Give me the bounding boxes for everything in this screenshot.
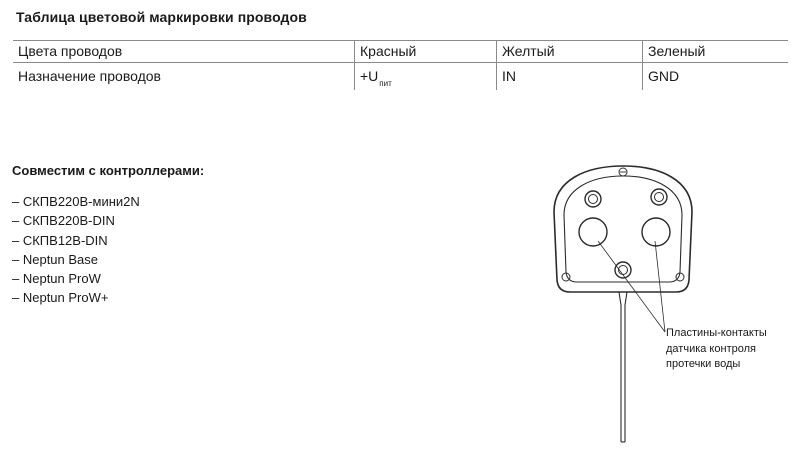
table-middle-rule <box>13 62 788 63</box>
list-item: – СКПВ220В-DIN <box>12 213 115 229</box>
list-item: – СКПВ220В-мини2N <box>12 194 140 209</box>
list-item: – Neptun Base <box>12 251 99 267</box>
sensor-cable <box>619 292 627 442</box>
contact-plates-callout <box>666 326 767 373</box>
table-column-divider <box>642 40 643 90</box>
table-title: Таблица цветовой маркировки проводов <box>16 9 307 25</box>
table-column-divider <box>354 40 355 90</box>
sensor-housing <box>554 166 692 292</box>
header-yellow-cell: Желтый <box>502 43 555 59</box>
header-label-cell: Цвета проводов <box>18 43 123 59</box>
header-green-cell: Зеленый <box>648 43 706 59</box>
callout-line: датчика контроля <box>666 342 756 355</box>
row-green-cell: GND <box>648 68 680 84</box>
row-yellow-cell: IN <box>502 68 516 84</box>
table-top-rule <box>13 40 788 41</box>
callout-leader-line <box>655 241 665 332</box>
supply-voltage-subscript: пит <box>379 79 392 88</box>
water-leak-sensor-icon <box>548 160 698 450</box>
callout-leader-line <box>598 241 665 332</box>
callout-line: протечки воды <box>666 358 741 370</box>
list-item: – СКПВ12В-DIN <box>12 232 108 248</box>
contact-plate-icon <box>642 218 670 246</box>
list-item: – Neptun ProW <box>12 271 101 287</box>
header-red-cell: Красный <box>360 43 417 59</box>
compatibility-heading: Совместим с контроллерами: <box>12 163 205 178</box>
compatibility-list <box>12 192 140 308</box>
table-column-divider <box>496 40 497 90</box>
screw-icon <box>651 189 667 205</box>
row-red-cell <box>360 68 392 88</box>
callout-line: Пластины-контакты <box>666 327 767 339</box>
screw-icon <box>585 191 601 207</box>
row-label-cell: Назначение проводов <box>18 68 161 84</box>
supply-voltage-symbol: +U <box>360 68 379 84</box>
list-item: – Neptun ProW+ <box>12 290 109 306</box>
contact-plate-icon <box>579 218 607 246</box>
screw-icon <box>619 168 627 176</box>
